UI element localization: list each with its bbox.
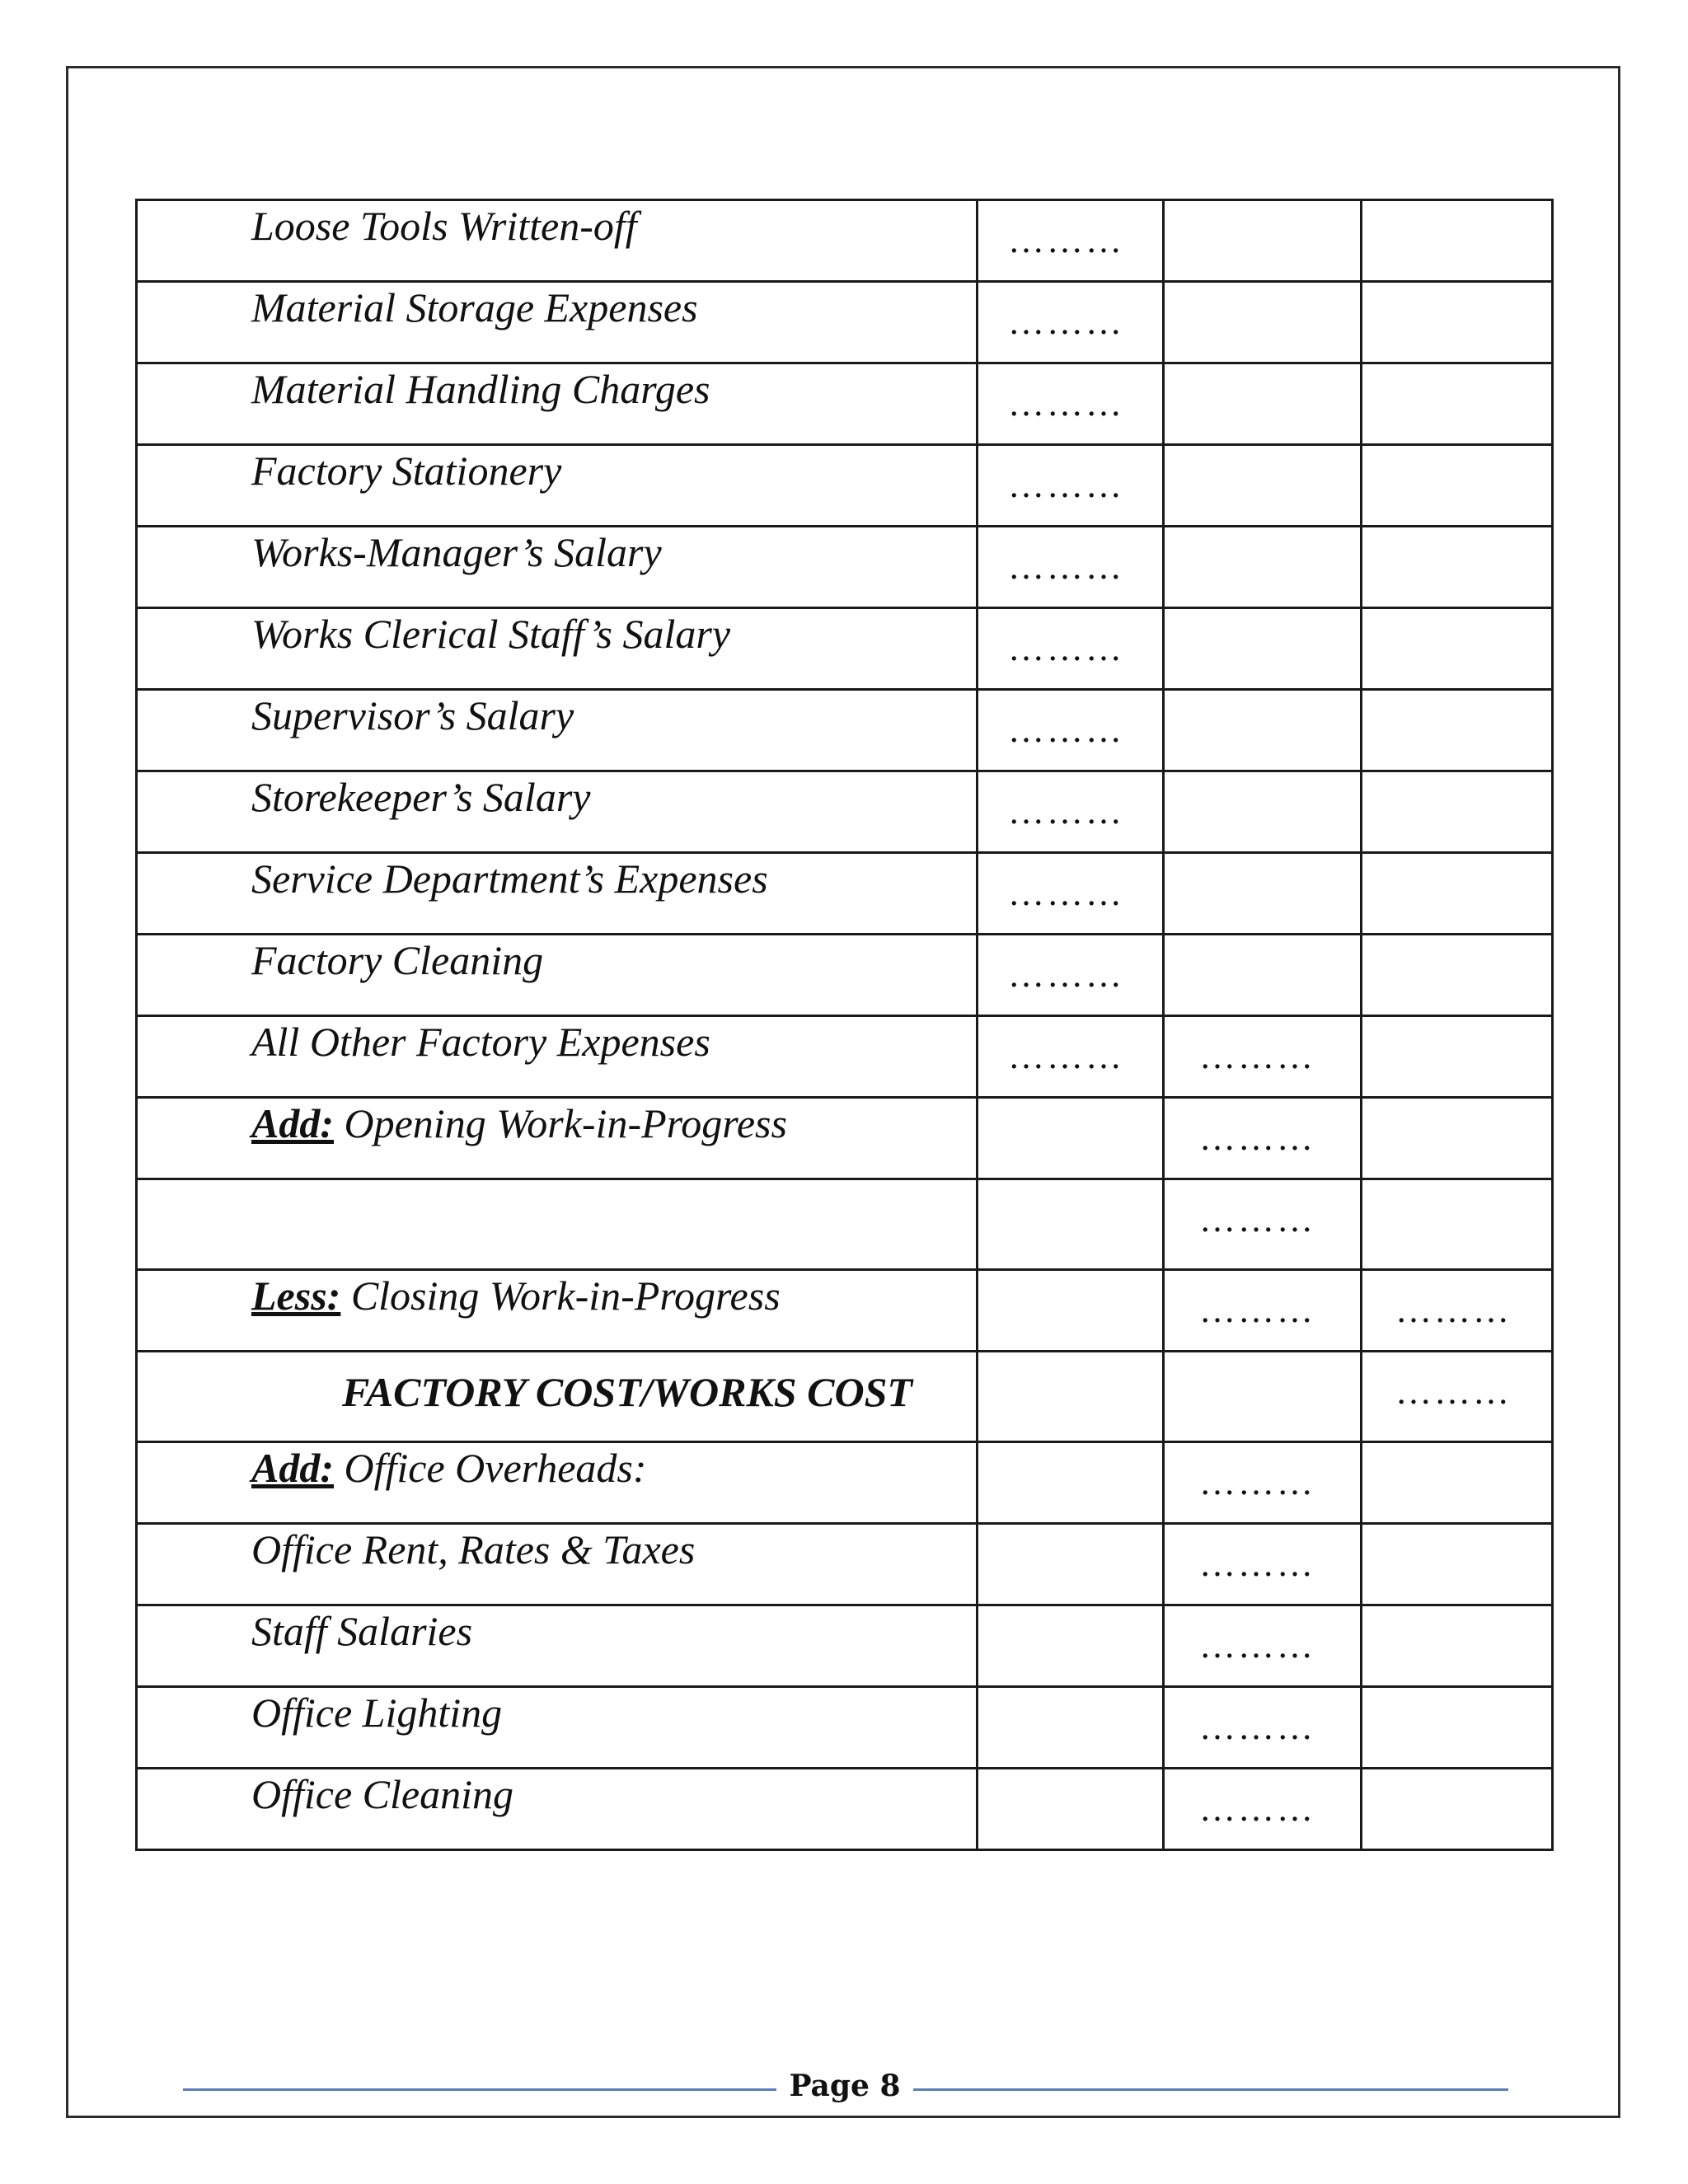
amount-col3: [1362, 1098, 1553, 1179]
row-label: Material Handling Charges: [137, 363, 978, 445]
page-number: Page 8: [789, 2069, 901, 2103]
amount-col2: ………: [1164, 1442, 1362, 1524]
amount-col1: ………: [978, 935, 1164, 1016]
amount-col1: [978, 1524, 1164, 1605]
amount-col3: [1362, 1179, 1553, 1270]
amount-col3: ………: [1362, 1352, 1553, 1442]
amount-col1: [978, 1270, 1164, 1352]
amount-col3: [1362, 690, 1553, 771]
amount-col2: [1164, 853, 1362, 935]
table-row: [137, 1179, 1553, 1270]
amount-col2: ………: [1164, 1016, 1362, 1098]
table-row: [137, 853, 1553, 935]
amount-col2: ………: [1164, 1524, 1362, 1605]
add-keyword: Add:: [251, 1100, 334, 1146]
amount-col2: ………: [1164, 1270, 1362, 1352]
row-label: [137, 1270, 978, 1352]
amount-col3: [1362, 1016, 1553, 1098]
add-keyword: Add:: [251, 1445, 334, 1491]
amount-col1: ………: [978, 363, 1164, 445]
table-row: [137, 1098, 1553, 1179]
table-row: [137, 1687, 1553, 1769]
amount-col2: [1164, 445, 1362, 527]
amount-col2: [1164, 363, 1362, 445]
row-label: Material Storage Expenses: [137, 282, 978, 363]
amount-col3: [1362, 363, 1553, 445]
cost-sheet-table: [135, 199, 1554, 1851]
table-row: [137, 771, 1553, 853]
amount-col2: [1164, 608, 1362, 690]
row-label: [137, 1179, 978, 1270]
row-label: [137, 1098, 978, 1179]
row-label: Works-Manager’s Salary: [137, 527, 978, 608]
amount-col1: ………: [978, 690, 1164, 771]
amount-col1: ………: [978, 1016, 1164, 1098]
amount-col1: ………: [978, 608, 1164, 690]
amount-col3: [1362, 1442, 1553, 1524]
amount-col1: ………: [978, 527, 1164, 608]
amount-col2: ………: [1164, 1769, 1362, 1850]
amount-col3: [1362, 935, 1553, 1016]
amount-col3: [1362, 608, 1553, 690]
amount-col2: ………: [1164, 1179, 1362, 1270]
table-row: [137, 1442, 1553, 1524]
amount-col3: [1362, 1687, 1553, 1769]
footer-rule-right: [913, 2088, 1508, 2091]
amount-col2: [1164, 935, 1362, 1016]
amount-col2: ………: [1164, 1687, 1362, 1769]
row-label: Factory Stationery: [137, 445, 978, 527]
amount-col2: [1164, 527, 1362, 608]
table-row: [137, 1352, 1553, 1442]
row-label: Storekeeper’s Salary: [137, 771, 978, 853]
table-row: [137, 1524, 1553, 1605]
row-label: Loose Tools Written-off: [137, 200, 978, 282]
amount-col1: ………: [978, 853, 1164, 935]
table-row: [137, 1769, 1553, 1850]
table-row: [137, 445, 1553, 527]
amount-col2: [1164, 200, 1362, 282]
row-label-text: Opening Work-in-Progress: [344, 1100, 787, 1146]
table-row: [137, 690, 1553, 771]
row-label: Staff Salaries: [137, 1605, 978, 1687]
row-label: Office Cleaning: [137, 1769, 978, 1850]
table-row: [137, 1270, 1553, 1352]
amount-col3: [1362, 200, 1553, 282]
row-label: Factory Cleaning: [137, 935, 978, 1016]
amount-col3: [1362, 445, 1553, 527]
row-label: All Other Factory Expenses: [137, 1016, 978, 1098]
amount-col2: [1164, 690, 1362, 771]
amount-col3: ………: [1362, 1270, 1553, 1352]
table-row: [137, 363, 1553, 445]
amount-col3: [1362, 282, 1553, 363]
table-row: [137, 1605, 1553, 1687]
row-label: Office Lighting: [137, 1687, 978, 1769]
amount-col3: [1362, 1605, 1553, 1687]
amount-col2: [1164, 282, 1362, 363]
amount-col1: [978, 1352, 1164, 1442]
amount-col1: ………: [978, 771, 1164, 853]
amount-col1: ………: [978, 282, 1164, 363]
amount-col1: [978, 1687, 1164, 1769]
amount-col1: [978, 1098, 1164, 1179]
amount-col3: [1362, 527, 1553, 608]
row-label: [137, 1442, 978, 1524]
table-row: [137, 200, 1553, 282]
amount-col3: [1362, 1769, 1553, 1850]
amount-col1: [978, 1179, 1164, 1270]
amount-col2: ………: [1164, 1605, 1362, 1687]
table-row: [137, 527, 1553, 608]
row-label: Service Department’s Expenses: [137, 853, 978, 935]
table-row: [137, 608, 1553, 690]
row-label: Works Clerical Staff’s Salary: [137, 608, 978, 690]
amount-col2: ………: [1164, 1098, 1362, 1179]
amount-col1: [978, 1769, 1164, 1850]
amount-col1: [978, 1605, 1164, 1687]
amount-col3: [1362, 1524, 1553, 1605]
amount-col1: ………: [978, 200, 1164, 282]
row-label-text: Office Overheads:: [344, 1445, 647, 1491]
page-footer: [183, 2069, 1508, 2118]
footer-rule-left: [183, 2088, 776, 2091]
row-label: Office Rent, Rates & Taxes: [137, 1524, 978, 1605]
row-label-text: Closing Work-in-Progress: [350, 1272, 781, 1319]
table-row: [137, 282, 1553, 363]
less-keyword: Less:: [251, 1272, 341, 1319]
table-row: [137, 1016, 1553, 1098]
amount-col2: [1164, 771, 1362, 853]
amount-col3: [1362, 771, 1553, 853]
factory-cost-heading: FACTORY COST/WORKS COST: [137, 1352, 978, 1442]
table-row: [137, 935, 1553, 1016]
amount-col3: [1362, 853, 1553, 935]
amount-col1: ………: [978, 445, 1164, 527]
amount-col2: [1164, 1352, 1362, 1442]
amount-col1: [978, 1442, 1164, 1524]
row-label: Supervisor’s Salary: [137, 690, 978, 771]
